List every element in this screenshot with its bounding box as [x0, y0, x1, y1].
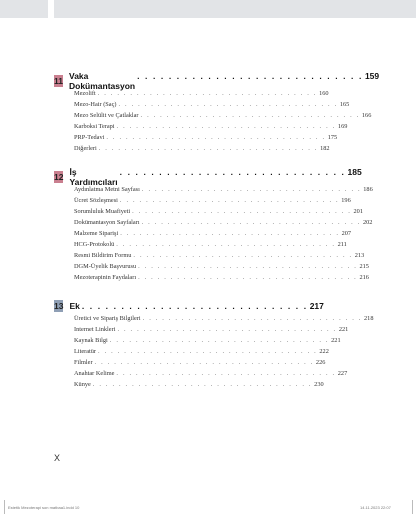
- toc-entry-label: Anahtar Kelime: [74, 370, 115, 377]
- dot-leader: . . . . . . . . . . . . . . . . . . . . . . . . . . . . .: [81, 300, 308, 311]
- toc-entry-label: DGM-Üyelik Başvurusu: [74, 263, 137, 270]
- dot-leader: . . . . . . . . . . . . . . . . . . . . . . . . . . . . .: [137, 70, 363, 81]
- toc-entry-list: [74, 315, 374, 392]
- toc-entry-page: 222: [319, 348, 329, 355]
- chapter-title: İş Yardımcıları: [69, 166, 118, 187]
- toc-section: [54, 70, 380, 156]
- dot-leader: . . . . . . . . . . . . . . . . . . . . . . . . . . . . . . . . . .: [140, 112, 360, 119]
- toc-entry: [74, 186, 373, 197]
- toc-entry-page: 216: [359, 274, 369, 281]
- page-folio: X: [54, 453, 61, 463]
- dot-leader: . . . . . . . . . . . . . . . . . . . . . . . . . . . . . . . . . .: [118, 101, 338, 108]
- toc-entry-page: 166: [361, 112, 372, 119]
- chapter-page-number: 185: [347, 166, 362, 177]
- dot-leader: . . . . . . . . . . . . . . . . . . . . . . . . . . . . . . . . . .: [92, 381, 313, 388]
- toc-entry-list: [74, 186, 373, 285]
- dot-leader: . . . . . . . . . . . . . . . . . . . . . . . . . . . . . . . . . .: [109, 337, 330, 344]
- chapter-title: Ek: [69, 300, 80, 311]
- toc-section: [54, 166, 373, 285]
- dot-leader: . . . . . . . . . . . . . . . . . . . . . . . . . . . . .: [119, 166, 346, 177]
- toc-entry: [74, 359, 326, 370]
- chapter-title: Vaka Dokümantasyon: [69, 70, 136, 91]
- chapter-title-line: [69, 71, 379, 91]
- toc-entry: [74, 274, 369, 285]
- toc-entry-label: Filmler: [74, 359, 93, 366]
- toc-entry: [74, 370, 348, 381]
- toc-entry: [74, 241, 347, 252]
- toc-entry-label: Literatür: [74, 348, 97, 355]
- print-slug: [0, 500, 416, 514]
- toc-entry-label: Kaynak Bilgi: [74, 337, 108, 344]
- toc-entry-page: 207: [341, 230, 352, 237]
- toc-entry: [74, 90, 329, 101]
- dot-leader: . . . . . . . . . . . . . . . . . . . . . . . . . . . . . . . . . .: [106, 134, 326, 141]
- dot-leader: . . . . . . . . . . . . . . . . . . . . . . . . . . . . . . . . . .: [94, 359, 314, 366]
- toc-entry-label: Dokümantasyon Sayfaları: [74, 219, 140, 226]
- dot-leader: . . . . . . . . . . . . . . . . . . . . . . . . . . . . . . . . . .: [132, 208, 352, 215]
- dot-leader: . . . . . . . . . . . . . . . . . . . . . . . . . . . . . . . . . .: [98, 145, 319, 152]
- chapter-page-number: 159: [364, 70, 380, 81]
- toc-entry: [74, 197, 351, 208]
- toc-entry: [74, 208, 363, 219]
- toc-entry: [74, 348, 329, 359]
- toc-entry-page: 201: [353, 208, 363, 215]
- dot-leader: . . . . . . . . . . . . . . . . . . . . . . . . . . . . . . . . . .: [98, 348, 318, 355]
- toc-entry-label: Aydınlatma Metni Sayfası: [74, 186, 140, 193]
- dot-leader: . . . . . . . . . . . . . . . . . . . . . . . . . . . . . . . . . .: [141, 186, 362, 193]
- toc-entry-page: 221: [331, 337, 341, 344]
- toc-entry-label: Sorumluluk Muafiyeti: [74, 208, 131, 215]
- toc-entry: [74, 112, 372, 123]
- dot-leader: . . . . . . . . . . . . . . . . . . . . . . . . . . . . . . . . . .: [138, 263, 358, 270]
- dot-leader: . . . . . . . . . . . . . . . . . . . . . . . . . . . . . . . . . .: [133, 252, 353, 259]
- toc-entry: [74, 252, 365, 263]
- toc-entry: [74, 219, 373, 230]
- toc-entry-page: 160: [319, 90, 329, 97]
- dot-leader: . . . . . . . . . . . . . . . . . . . . . . . . . . . . . . . . . .: [97, 90, 318, 97]
- toc-entry-label: Diğerleri: [74, 145, 97, 152]
- toc-section-heading: [54, 299, 324, 312]
- toc-entry-label: Mezo Selülit ve Çatlaklar: [74, 112, 139, 119]
- chapter-number-badge: 13: [54, 300, 64, 311]
- toc-entry-label: HCG-Protokolü: [74, 241, 115, 248]
- dot-leader: . . . . . . . . . . . . . . . . . . . . . . . . . . . . . . . . . .: [119, 197, 340, 204]
- toc-entry: [74, 263, 369, 274]
- chapter-page-number: 217: [309, 300, 324, 311]
- dot-leader: . . . . . . . . . . . . . . . . . . . . . . . . . . . . . . . . . .: [141, 219, 361, 226]
- print-slug-date: 14.11.2023 22:07: [360, 505, 391, 510]
- chapter-number-badge: 12: [54, 171, 64, 182]
- toc-entry: [74, 326, 349, 337]
- toc-entry-page: 213: [354, 252, 365, 259]
- toc-entry-list: [74, 90, 372, 156]
- toc-entry: [74, 134, 338, 145]
- print-slug-file: Estetik Mezoterapi son matbaa1.indd 10: [8, 505, 80, 510]
- toc-entry: [74, 123, 348, 134]
- toc-entry: [74, 381, 324, 392]
- toc-entry-page: 182: [320, 145, 330, 152]
- toc-entry: [74, 230, 352, 241]
- toc-entry: [74, 145, 330, 156]
- toc-entry-page: 221: [338, 326, 349, 333]
- toc-entry-page: 186: [363, 186, 373, 193]
- top-margin-bar-right: [54, 0, 416, 18]
- toc-entry-label: Mezoterapinin Faydaları: [74, 274, 137, 281]
- toc-entry-label: Karboksi Terapi: [74, 123, 115, 130]
- toc-section-heading: [54, 70, 380, 91]
- toc-entry-label: PRP-Tedavi: [74, 134, 105, 141]
- toc-entry-page: 169: [337, 123, 348, 130]
- toc-entry-label: Mezolift: [74, 90, 96, 97]
- dot-leader: . . . . . . . . . . . . . . . . . . . . . . . . . . . . . . . . . .: [116, 123, 336, 130]
- toc-entry-label: Internet Linkleri: [74, 326, 116, 333]
- toc-entry: [74, 337, 341, 348]
- toc-entry: [74, 315, 374, 326]
- toc-entry-page: 175: [327, 134, 338, 141]
- toc-entry-page: 227: [337, 370, 348, 377]
- toc-entry-page: 165: [339, 101, 350, 108]
- chapter-title-line: [69, 301, 323, 311]
- toc-entry-page: 230: [314, 381, 324, 388]
- toc-entry-label: Üretici ve Sipariş Bilgileri: [74, 315, 141, 322]
- toc-entry-page: 196: [341, 197, 351, 204]
- toc-entry: [74, 101, 350, 112]
- dot-leader: . . . . . . . . . . . . . . . . . . . . . . . . . . . . . . . . . .: [120, 230, 340, 237]
- dot-leader: . . . . . . . . . . . . . . . . . . . . . . . . . . . . . . . . . .: [117, 326, 337, 333]
- chapter-number-badge: 11: [54, 75, 63, 86]
- toc-entry-page: 218: [364, 315, 374, 322]
- toc-section-heading: [54, 166, 362, 187]
- chapter-title-line: [69, 167, 361, 187]
- dot-leader: . . . . . . . . . . . . . . . . . . . . . . . . . . . . . . . . . .: [138, 274, 358, 281]
- toc-entry-page: 211: [337, 241, 347, 248]
- dot-leader: . . . . . . . . . . . . . . . . . . . . . . . . . . . . . . . . . .: [116, 241, 336, 248]
- dot-leader: . . . . . . . . . . . . . . . . . . . . . . . . . . . . . . . . . .: [142, 315, 363, 322]
- toc-entry-label: Mezo-Hair (Saç): [74, 101, 117, 108]
- dot-leader: . . . . . . . . . . . . . . . . . . . . . . . . . . . . . . . . . .: [116, 370, 336, 377]
- toc-entry-page: 215: [359, 263, 369, 270]
- top-margin-bar-left: [0, 0, 48, 18]
- table-of-contents: [54, 70, 380, 392]
- toc-entry-page: 202: [362, 219, 373, 226]
- toc-entry-label: Malzeme Siparişi: [74, 230, 119, 237]
- toc-entry-label: Resmi Bildirim Formu: [74, 252, 132, 259]
- toc-entry-page: 226: [315, 359, 326, 366]
- toc-entry-label: Künye: [74, 381, 91, 388]
- toc-section: [54, 299, 374, 392]
- toc-entry-label: Ücret Sözleşmesi: [74, 197, 118, 204]
